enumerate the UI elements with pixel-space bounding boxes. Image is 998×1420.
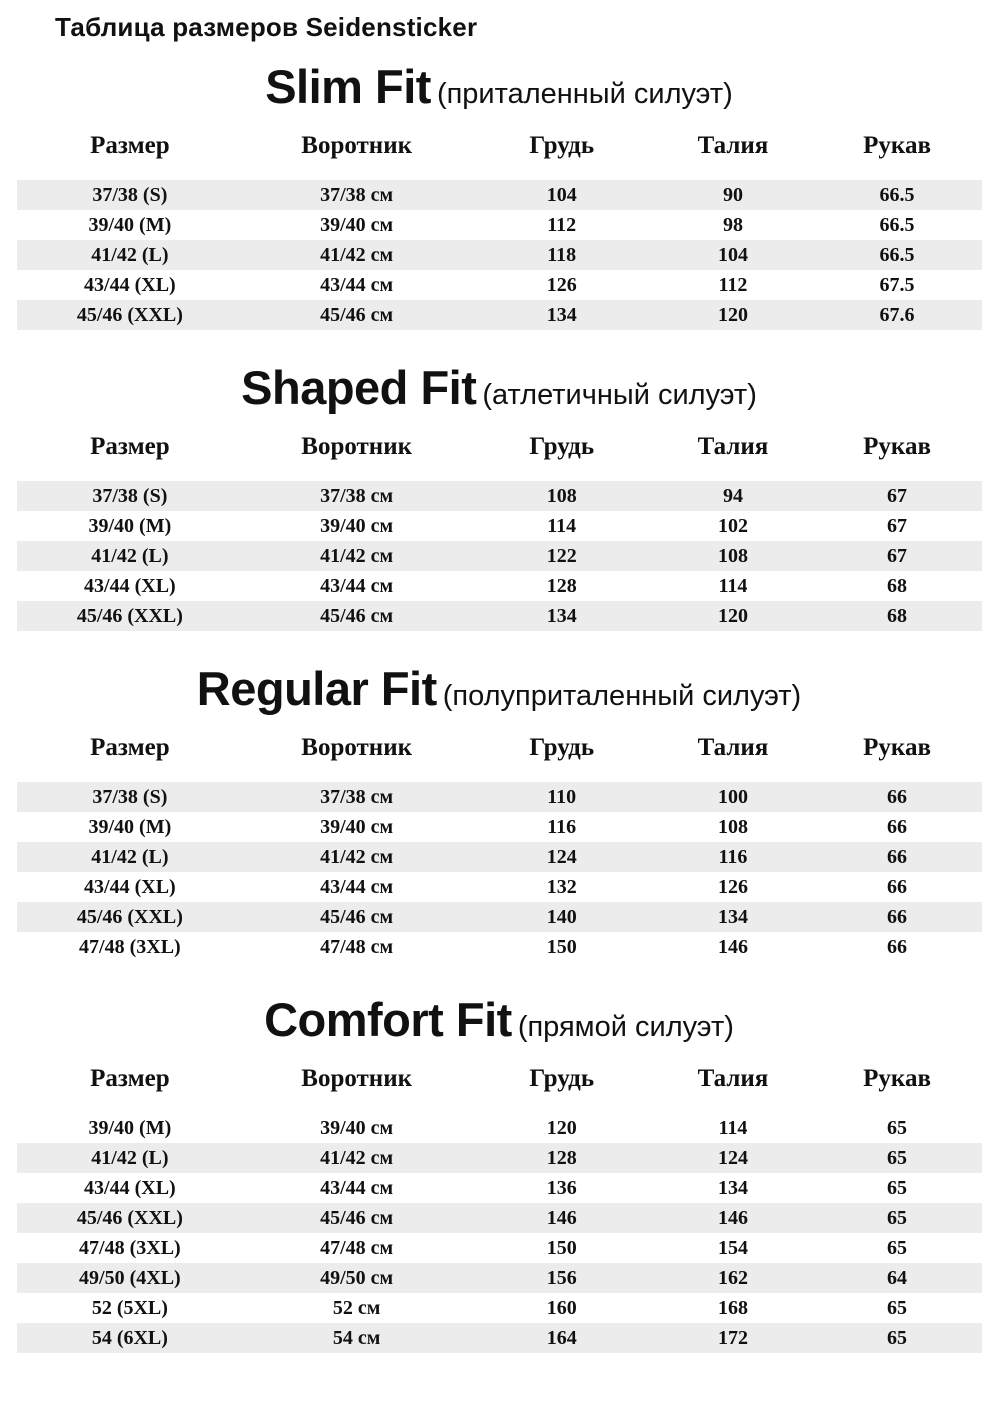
table-row — [17, 1173, 982, 1203]
size-table-shaped-fit — [17, 419, 982, 631]
fit-name: Shaped Fit — [241, 361, 477, 414]
cell-sleeve: 66 — [887, 786, 908, 808]
cell-waist: 104 — [717, 244, 748, 266]
column-header-waist: Талия — [697, 1065, 769, 1092]
cell-collar: 43/44 см — [320, 274, 394, 296]
fit-subtitle: (приталенный силуэт) — [436, 78, 733, 110]
cell-chest: 120 — [546, 1117, 577, 1139]
cell-size: 45/46 (XXL) — [76, 605, 183, 627]
cell-chest: 112 — [547, 214, 577, 236]
fit-subtitle: (полуприталенный силуэт) — [442, 680, 802, 712]
cell-chest: 108 — [546, 485, 577, 507]
fit-name: Slim Fit — [265, 60, 431, 113]
cell-sleeve: 66 — [887, 816, 908, 838]
table-row — [17, 601, 982, 631]
cell-waist: 134 — [717, 906, 748, 928]
cell-size: 41/42 (L) — [91, 545, 169, 567]
cell-collar: 41/42 см — [320, 244, 394, 266]
size-table-regular-fit — [17, 720, 982, 962]
fit-name: Comfort Fit — [264, 993, 512, 1046]
cell-chest: 132 — [546, 876, 577, 898]
cell-waist: 126 — [717, 876, 748, 898]
cell-collar: 37/38 см — [320, 485, 394, 507]
section-title-regular-fit — [0, 661, 998, 716]
cell-size: 43/44 (XL) — [84, 274, 176, 296]
cell-sleeve: 66 — [887, 906, 908, 928]
column-header-collar: Воротник — [301, 734, 413, 761]
section-shaped-fit — [0, 360, 998, 631]
cell-size: 43/44 (XL) — [84, 575, 176, 597]
cell-chest: 134 — [546, 605, 577, 627]
size-table-comfort-fit — [17, 1051, 982, 1353]
cell-size: 45/46 (XXL) — [76, 906, 183, 928]
cell-chest: 140 — [546, 906, 577, 928]
column-header-sleeve: Рукав — [863, 132, 931, 159]
cell-collar: 49/50 см — [320, 1267, 394, 1289]
fit-subtitle: (атлетичный силуэт) — [482, 379, 757, 411]
column-header-chest: Грудь — [529, 132, 595, 159]
fit-subtitle: (прямой силуэт) — [517, 1011, 734, 1043]
cell-collar: 43/44 см — [320, 575, 394, 597]
column-header-chest: Грудь — [529, 433, 595, 460]
cell-sleeve: 67.6 — [879, 304, 915, 326]
cell-sleeve: 67 — [887, 515, 908, 537]
cell-collar: 54 см — [332, 1327, 381, 1349]
cell-size: 41/42 (L) — [91, 244, 169, 266]
cell-collar: 39/40 см — [320, 214, 394, 236]
cell-size: 45/46 (XXL) — [76, 1207, 183, 1229]
cell-sleeve: 68 — [887, 575, 908, 597]
cell-collar: 41/42 см — [320, 846, 394, 868]
header-row — [17, 720, 982, 782]
cell-sleeve: 65 — [887, 1177, 908, 1199]
cell-collar: 47/48 см — [320, 1237, 394, 1259]
cell-chest: 104 — [546, 184, 577, 206]
cell-waist: 120 — [717, 304, 748, 326]
table-row — [17, 1143, 982, 1173]
cell-sleeve: 68 — [887, 605, 908, 627]
cell-sleeve: 65 — [887, 1117, 908, 1139]
cell-collar: 41/42 см — [320, 1147, 394, 1169]
cell-sleeve: 65 — [887, 1147, 908, 1169]
cell-sleeve: 66 — [887, 846, 908, 868]
cell-sleeve: 65 — [887, 1237, 908, 1259]
header-row — [17, 118, 982, 180]
cell-chest: 128 — [546, 575, 577, 597]
cell-collar: 43/44 см — [320, 1177, 394, 1199]
cell-chest: 156 — [546, 1267, 577, 1289]
section-regular-fit — [0, 661, 998, 962]
cell-waist: 102 — [717, 515, 748, 537]
cell-size: 47/48 (3XL) — [79, 936, 181, 958]
cell-collar: 39/40 см — [320, 515, 394, 537]
column-header-size: Размер — [90, 132, 170, 159]
cell-chest: 118 — [547, 244, 577, 266]
cell-chest: 114 — [547, 515, 577, 537]
column-header-waist: Талия — [697, 433, 769, 460]
cell-size: 39/40 (M) — [88, 515, 172, 537]
cell-waist: 108 — [717, 545, 748, 567]
table-row — [17, 1293, 982, 1323]
cell-sleeve: 64 — [887, 1267, 908, 1289]
cell-collar: 37/38 см — [320, 184, 394, 206]
cell-size: 54 (6XL) — [91, 1327, 168, 1349]
column-header-size: Размер — [90, 734, 170, 761]
cell-size: 41/42 (L) — [91, 1147, 169, 1169]
column-header-chest: Грудь — [529, 734, 595, 761]
cell-waist: 124 — [717, 1147, 748, 1169]
cell-waist: 120 — [717, 605, 748, 627]
cell-collar: 45/46 см — [320, 605, 394, 627]
cell-waist: 98 — [722, 214, 743, 236]
column-header-size: Размер — [90, 433, 170, 460]
fit-name: Regular Fit — [196, 662, 437, 715]
sections-container — [0, 59, 998, 1353]
cell-chest: 164 — [546, 1327, 577, 1349]
header-row — [17, 1051, 982, 1113]
table-row — [17, 511, 982, 541]
cell-collar: 39/40 см — [320, 1117, 394, 1139]
table-row — [17, 1263, 982, 1293]
cell-size: 47/48 (3XL) — [79, 1237, 181, 1259]
cell-waist: 112 — [718, 274, 748, 296]
cell-chest: 128 — [546, 1147, 577, 1169]
cell-size: 37/38 (S) — [92, 485, 168, 507]
cell-size: 41/42 (L) — [91, 846, 169, 868]
section-title-slim-fit — [0, 59, 998, 114]
table-row — [17, 270, 982, 300]
cell-sleeve: 67 — [887, 485, 908, 507]
cell-collar: 52 см — [332, 1297, 381, 1319]
cell-size: 43/44 (XL) — [84, 1177, 176, 1199]
cell-waist: 116 — [718, 846, 748, 868]
section-title-comfort-fit — [0, 992, 998, 1047]
cell-waist: 168 — [717, 1297, 748, 1319]
table-row — [17, 872, 982, 902]
size-chart-page — [0, 12, 998, 1353]
table-row — [17, 571, 982, 601]
cell-sleeve: 66 — [887, 876, 908, 898]
cell-collar: 45/46 см — [320, 1207, 394, 1229]
cell-chest: 160 — [546, 1297, 577, 1319]
cell-collar: 37/38 см — [320, 786, 394, 808]
column-header-collar: Воротник — [301, 132, 413, 159]
page-title: Таблица размеров Seidensticker — [55, 12, 478, 42]
cell-collar: 45/46 см — [320, 906, 394, 928]
cell-sleeve: 67.5 — [879, 274, 915, 296]
cell-size: 39/40 (M) — [88, 1117, 172, 1139]
cell-size: 49/50 (4XL) — [79, 1267, 181, 1289]
cell-waist: 114 — [718, 575, 748, 597]
cell-waist: 134 — [717, 1177, 748, 1199]
cell-size: 37/38 (S) — [92, 786, 168, 808]
table-row — [17, 240, 982, 270]
size-table-slim-fit — [17, 118, 982, 330]
section-title-shaped-fit — [0, 360, 998, 415]
cell-chest: 124 — [546, 846, 577, 868]
cell-size: 39/40 (M) — [88, 816, 172, 838]
table-row — [17, 1203, 982, 1233]
cell-collar: 43/44 см — [320, 876, 394, 898]
cell-waist: 114 — [718, 1117, 748, 1139]
cell-sleeve: 66.5 — [879, 214, 915, 236]
section-slim-fit — [0, 59, 998, 330]
table-row — [17, 1323, 982, 1353]
column-header-collar: Воротник — [301, 1065, 413, 1092]
column-header-chest: Грудь — [529, 1065, 595, 1092]
column-header-collar: Воротник — [301, 433, 413, 460]
column-header-sleeve: Рукав — [863, 1065, 931, 1092]
table-row — [17, 180, 982, 210]
cell-chest: 150 — [546, 1237, 577, 1259]
table-row — [17, 932, 982, 962]
cell-sleeve: 66.5 — [879, 244, 915, 266]
table-row — [17, 300, 982, 330]
cell-chest: 146 — [546, 1207, 577, 1229]
cell-size: 43/44 (XL) — [84, 876, 176, 898]
cell-sleeve: 65 — [887, 1327, 908, 1349]
cell-waist: 172 — [717, 1327, 748, 1349]
cell-size: 45/46 (XXL) — [76, 304, 183, 326]
table-row — [17, 1113, 982, 1143]
column-header-size: Размер — [90, 1065, 170, 1092]
cell-sleeve: 65 — [887, 1207, 908, 1229]
cell-chest: 134 — [546, 304, 577, 326]
table-row — [17, 842, 982, 872]
cell-waist: 90 — [722, 184, 743, 206]
cell-sleeve: 66 — [887, 936, 908, 958]
cell-sleeve: 66.5 — [879, 184, 915, 206]
table-row — [17, 210, 982, 240]
cell-chest: 116 — [547, 816, 577, 838]
table-row — [17, 782, 982, 812]
cell-chest: 126 — [546, 274, 577, 296]
cell-chest: 136 — [546, 1177, 577, 1199]
header-row — [17, 419, 982, 481]
cell-chest: 110 — [547, 786, 577, 808]
cell-collar: 39/40 см — [320, 816, 394, 838]
table-row — [17, 812, 982, 842]
column-header-sleeve: Рукав — [863, 734, 931, 761]
column-header-waist: Талия — [697, 734, 769, 761]
table-row — [17, 1233, 982, 1263]
column-header-waist: Талия — [697, 132, 769, 159]
column-header-sleeve: Рукав — [863, 433, 931, 460]
cell-waist: 146 — [717, 1207, 748, 1229]
cell-collar: 41/42 см — [320, 545, 394, 567]
cell-waist: 94 — [722, 485, 743, 507]
cell-sleeve: 67 — [887, 545, 908, 567]
cell-waist: 154 — [717, 1237, 748, 1259]
cell-waist: 162 — [717, 1267, 748, 1289]
cell-sleeve: 65 — [887, 1297, 908, 1319]
cell-waist: 108 — [717, 816, 748, 838]
cell-size: 39/40 (M) — [88, 214, 172, 236]
cell-chest: 122 — [546, 545, 577, 567]
section-comfort-fit — [0, 992, 998, 1353]
table-row — [17, 902, 982, 932]
table-row — [17, 541, 982, 571]
cell-collar: 47/48 см — [320, 936, 394, 958]
cell-size: 52 (5XL) — [91, 1297, 168, 1319]
cell-size: 37/38 (S) — [92, 184, 168, 206]
table-row — [17, 481, 982, 511]
cell-chest: 150 — [546, 936, 577, 958]
cell-waist: 100 — [717, 786, 748, 808]
cell-collar: 45/46 см — [320, 304, 394, 326]
cell-waist: 146 — [717, 936, 748, 958]
